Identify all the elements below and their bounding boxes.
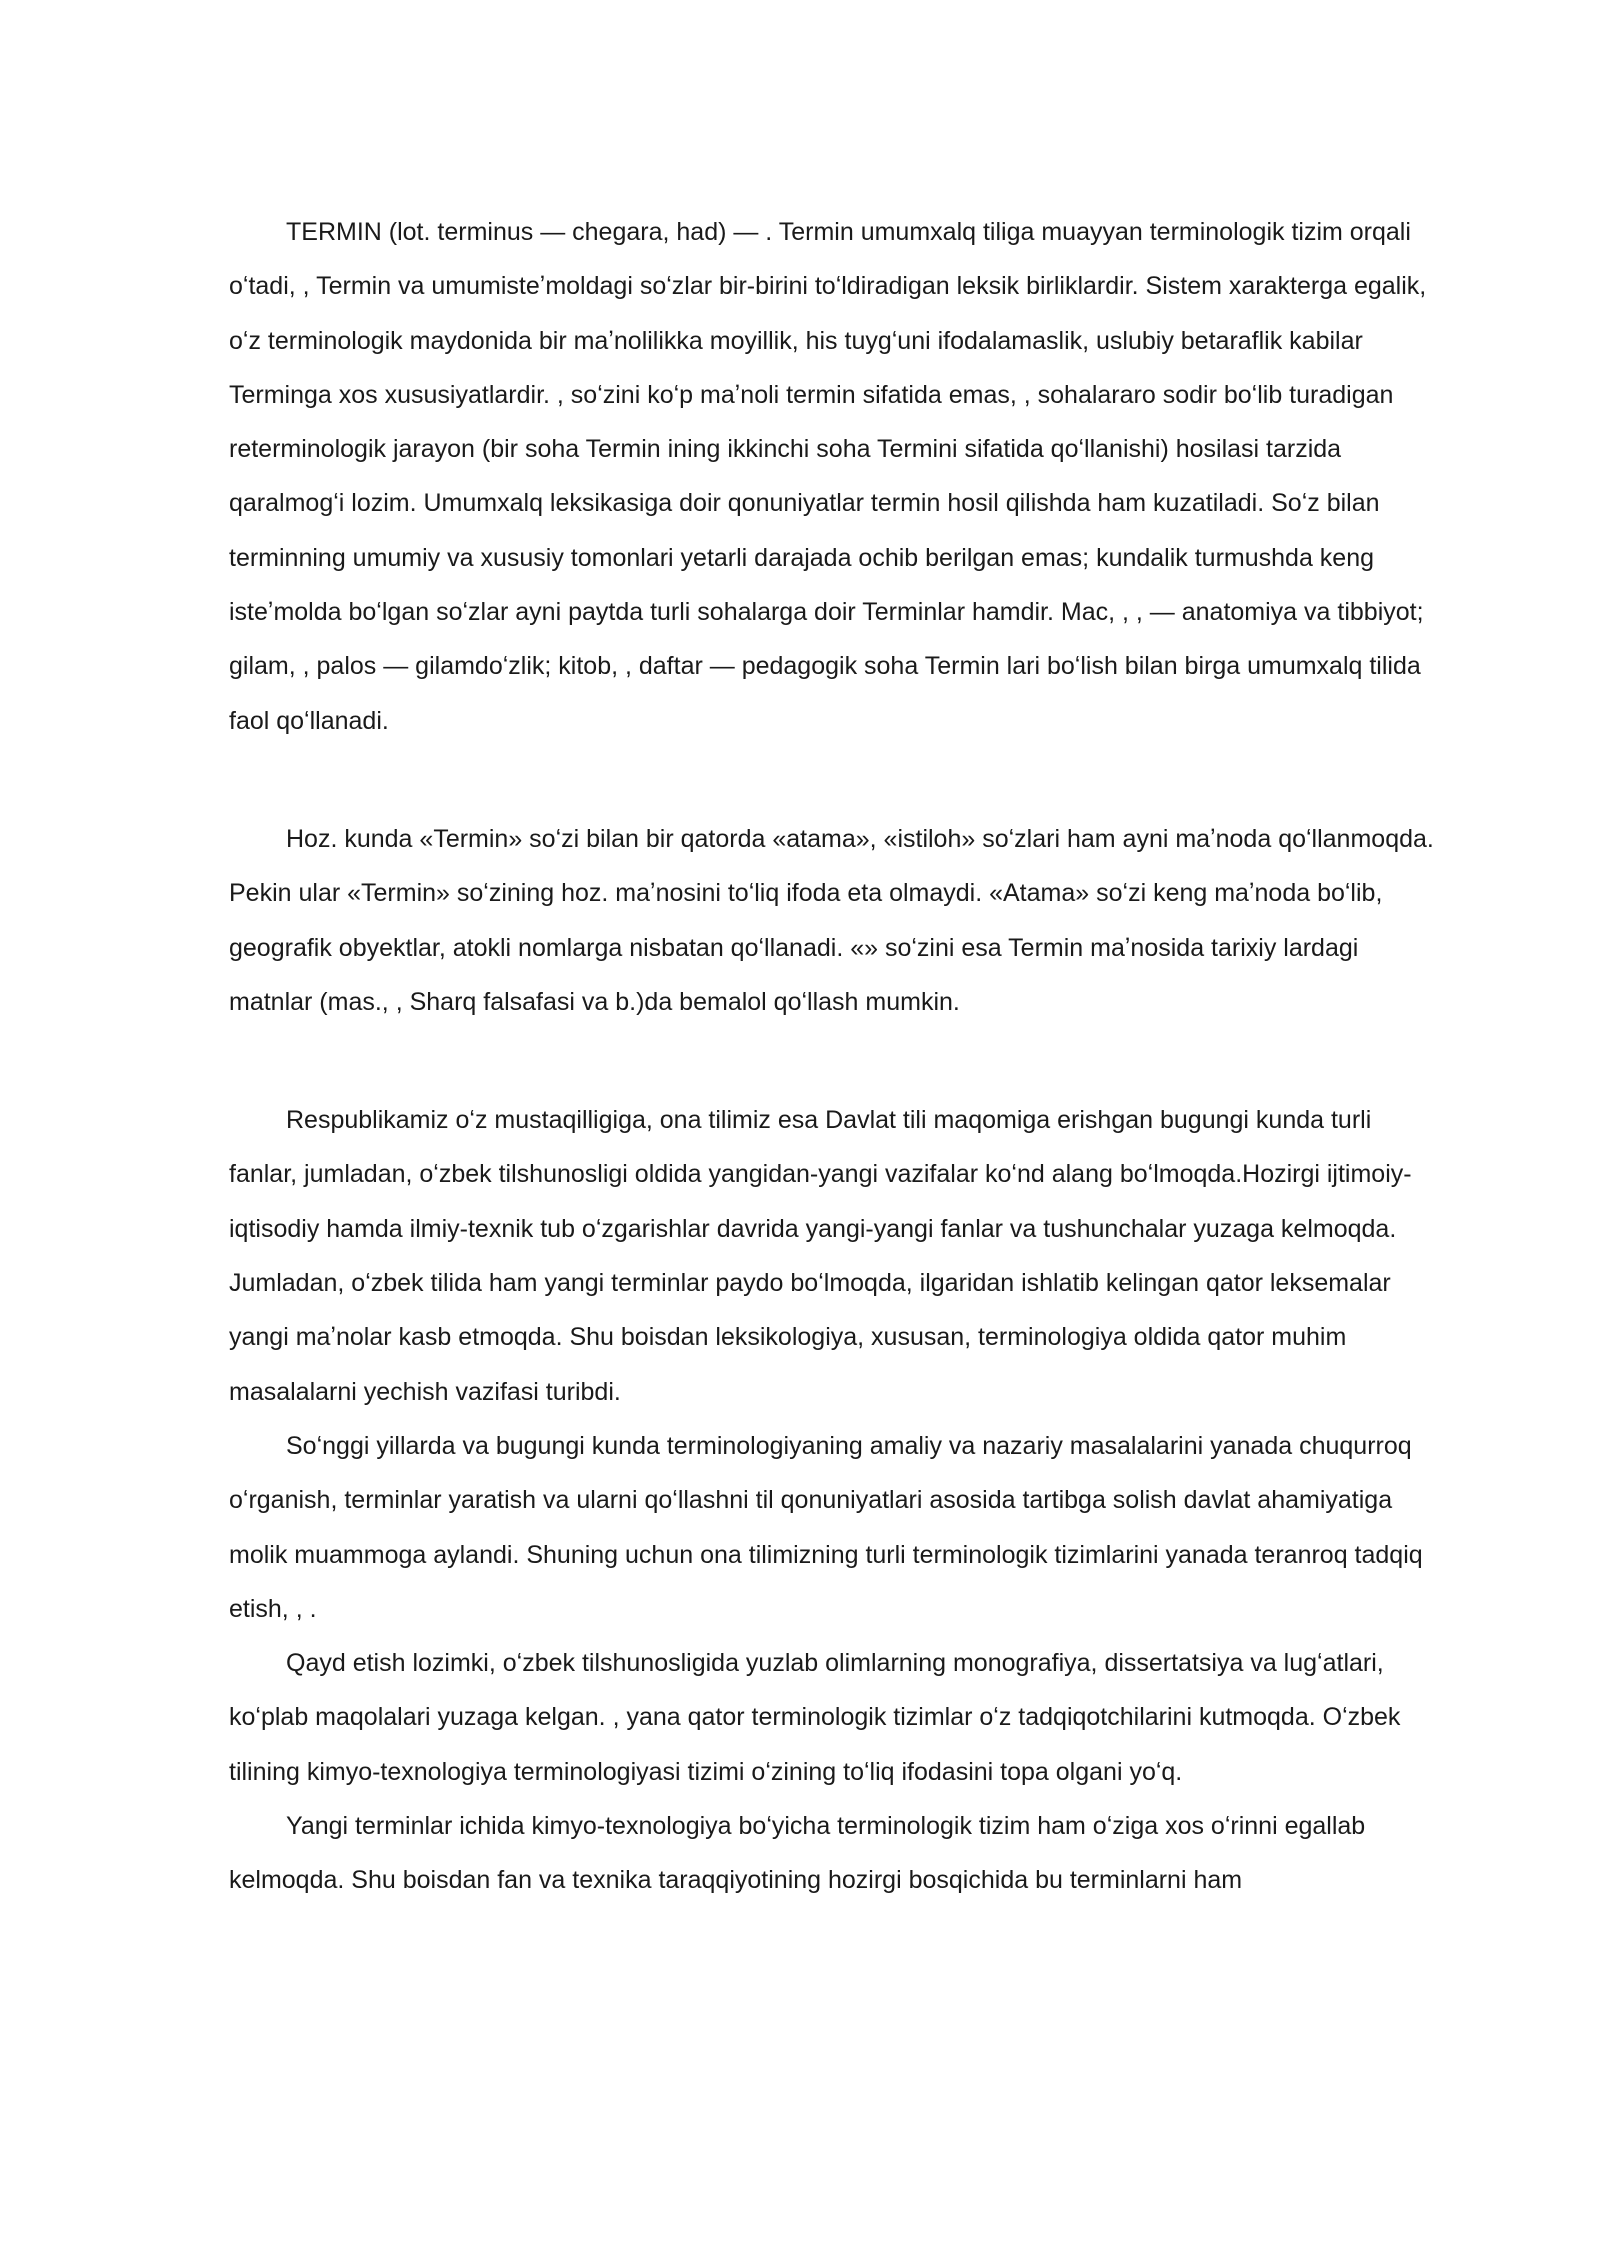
paragraph-qayd-etish: Qayd etish lozimki, oʻzbek tilshunosligida yuzlab olimlarning monografiya, dissertatsiya va lugʻatlari, koʻplab maqolalari yuzaga kelgan. , yana qator terminologik tizimlar oʻz tadqiqotchilarini kutmoqda. Oʻzbek tilining kimyo-texnologiya terminologiyasi tizimi oʻzining toʻliq ifodasini topa olgani yoʻq.	[229, 1649, 1401, 1786]
paragraph-termin-atama: Hoz. kunda «Termin» soʻzi bilan bir qatorda «atama», «istiloh» soʻzlari ham ayni maʼnoda qoʻllanmoqda. Pekin ular «Termin» soʻzining hoz. maʼnosini toʻliq ifoda eta olmaydi. «Atama» soʻzi keng maʼnoda boʻlib, geografik obyektlar, atokli nomlarga nisbatan qoʻllanadi. «» soʻzini esa Termin maʼnosida tarixiy lardagi matnlar (mas., , Sharq falsafasi va b.)da bemalol qoʻllash mumkin.	[229, 824, 1434, 1016]
paragraph-songgi-yillarda: Soʻnggi yillarda va bugungi kunda terminologiyaning amaliy va nazariy masalalarini yanada chuqurroq oʻrganish, terminlar yaratish va ularni qoʻllashni til qonuniyatlari asosida tartibga solish davlat ahamiyatiga molik muammoga aylandi. Shuning uchun ona tilimizning turli terminologik tizimlarini yanada teranroq tadqiq etish, , .	[229, 1431, 1423, 1623]
document-body	[229, 205, 1437, 1908]
paragraph-gap	[229, 1029, 1437, 1093]
paragraph-yangi-terminlar: Yangi terminlar ichida kimyo-texnologiya boʻyicha terminologik tizim ham oʻziga xos oʻrinni egallab kelmoqda. Shu boisdan fan va texnika taraqqiyotining hozirgi bosqichida bu terminlarni ham	[229, 1812, 1366, 1895]
paragraph-respublikamiz: Respublikamiz oʻz mustaqilligiga, ona tilimiz esa Davlat tili maqomiga erishgan bugungi kunda turli fanlar, jumladan, oʻzbek tilshunosligi oldida yangidan-yangi vazifalar koʻnd alang boʻlmoqda.Hozirgi ijtimoiy-iqtisodiy hamda ilmiy-texnik tub oʻzgarishlar davrida yangi-yangi fanlar va tushunchalar yuzaga kelmoqda. Jumladan, oʻzbek tilida ham yangi terminlar paydo boʻlmoqda, ilgaridan ishlatib kelingan qator leksemalar yangi maʼnolar kasb etmoqda. Shu boisdan leksikologiya, xususan, terminologiya oldida qator muhim masalalarni yechish vazifasi turibdi.	[229, 1106, 1412, 1406]
paragraph-gap	[229, 748, 1437, 812]
paragraph-termin-definition: TERMIN (lot. terminus — chegara, had) — . Termin umumxalq tiliga muayyan terminologik tizim orqali oʻtadi, , Termin va umumisteʼmoldagi soʻzlar bir-birini toʻldiradigan leksik birliklardir. Sistem xarakterga egalik, oʻz terminologik maydonida bir maʼnolilikka moyillik, his tuygʻuni ifodalamaslik, uslubiy betaraflik kabilar Terminga xos xususiyatlardir. , soʻzini koʻp maʼnoli termin sifatida emas, , sohalararo sodir boʻlib turadigan reterminologik jarayon (bir soha Termin ining ikkinchi soha Termini sifatida qoʻllanishi) hosilasi tarzida qaralmogʻi lozim. Umumxalq leksikasiga doir qonuniyatlar termin hosil qilishda ham kuzatiladi. Soʻz bilan terminning umumiy va xususiy tomonlari yetarli darajada ochib berilgan emas; kundalik turmushda keng isteʼmolda boʻlgan soʻzlar ayni paytda turli sohalarga doir Terminlar hamdir. Mac, , , — anatomiya va tibbiyot; gilam, , palos — gilamdoʻzlik; kitob, , daftar — pedagogik soha Termin lari boʻlish bilan birga umumxalq tilida faol qoʻllanadi.	[229, 218, 1427, 735]
